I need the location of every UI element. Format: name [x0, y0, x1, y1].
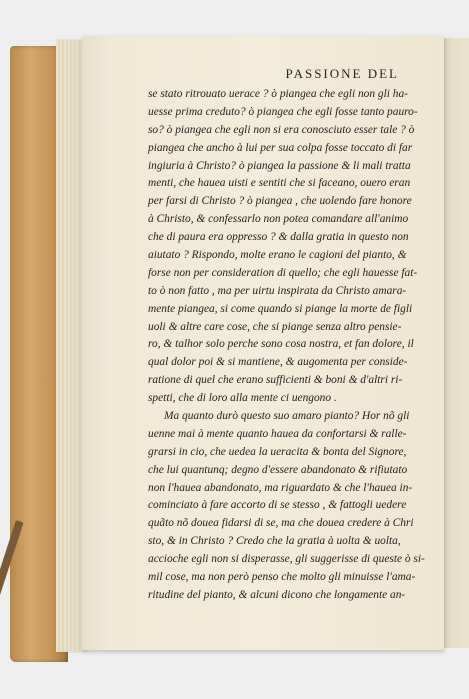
text-line: aiutato ? Rispondo, molte erano le cagioni del pianto, &	[148, 249, 407, 262]
text-line: to ò non fatto , ma per uirtu inspirata da Christo amara-	[148, 284, 407, 297]
text-line: cominciato à fare accorto di se stesso , & fattogli uedere	[148, 499, 407, 512]
running-title: PASSIONE DEL	[285, 66, 399, 81]
text-line: ingiuria à Christo? ò piangea la passione & li mali tratta	[148, 159, 411, 172]
text-line: spetti, che di loro alla mente ci uengono .	[148, 392, 337, 405]
text-line: uoli & altre care cose, che si piange senza altro pensie-	[148, 320, 402, 333]
text-line: so? ò piangea che egli non si era conosciuto esser tale ? ò	[148, 123, 415, 136]
text-line: sto, & in Christo ? Credo che la gratia à uolta & uolta,	[148, 535, 401, 548]
text-line: grarsi in cio, che uedea la ueracita & bonta del Signore,	[148, 445, 407, 458]
text-line: ro, & talhor solo perche sono cosa nostra, et fan dolore, il	[148, 338, 414, 351]
facing-page-edge	[440, 38, 469, 648]
text-line: uesse prima creduto? ò piangea che egli fosse tanto pauro-	[148, 105, 418, 118]
text-line: quãto nõ douea fidarsi di se, ma che douea credere à Chri	[148, 517, 414, 530]
body-text	[148, 86, 430, 605]
text-line: piangea che ancho à lui per sua colpa fosse toccato di far	[148, 141, 413, 154]
text-line: menti, che hauea uisti e sentiti che si faceano, ouero eran	[148, 177, 411, 190]
text-line: accioche egli non si disperasse, gli suggerisse di queste ò si-	[148, 553, 425, 566]
text-line: mente piangea, si come quando si piange la morte de figli	[148, 302, 413, 315]
text-line: per farsi di Christo ? ò piangea , che uolendo fare honore	[148, 195, 412, 208]
text-line: à Christo, & confessarlo non potea comandare all'animo	[148, 213, 409, 226]
text-line: che lui quantunq; degno d'essere abandonato & rifiutato	[148, 463, 408, 476]
text-line: non l'hauea abandonato, ma riguardato & che l'hauea in-	[148, 481, 413, 494]
text-line: forse non per consideration di quello; che egli hauesse fat-	[148, 266, 418, 279]
text-line: Ma quanto durò questo suo amaro pianto? Hor nõ gli	[164, 410, 410, 423]
text-line: ratione di quel che erano sufficienti & boni & d'altri ri-	[148, 374, 403, 387]
text-line: che di paura era oppresso ? & dalla gratia in questo non	[148, 231, 409, 244]
text-line: uenne mai à mente quanto hauea da confortarsi & ralle-	[148, 427, 407, 440]
text-line: qual dolor poi & si mantiene, & augomenta per conside-	[148, 356, 408, 369]
text-line: ritudine del pianto, & alcuni dicono che longamente an-	[148, 588, 406, 601]
text-line: se stato ritrouato uerace ? ò piangea che egli non gli ha-	[148, 88, 408, 100]
text-line: mil cose, ma non però penso che molto gli minuisse l'ama-	[148, 571, 416, 584]
